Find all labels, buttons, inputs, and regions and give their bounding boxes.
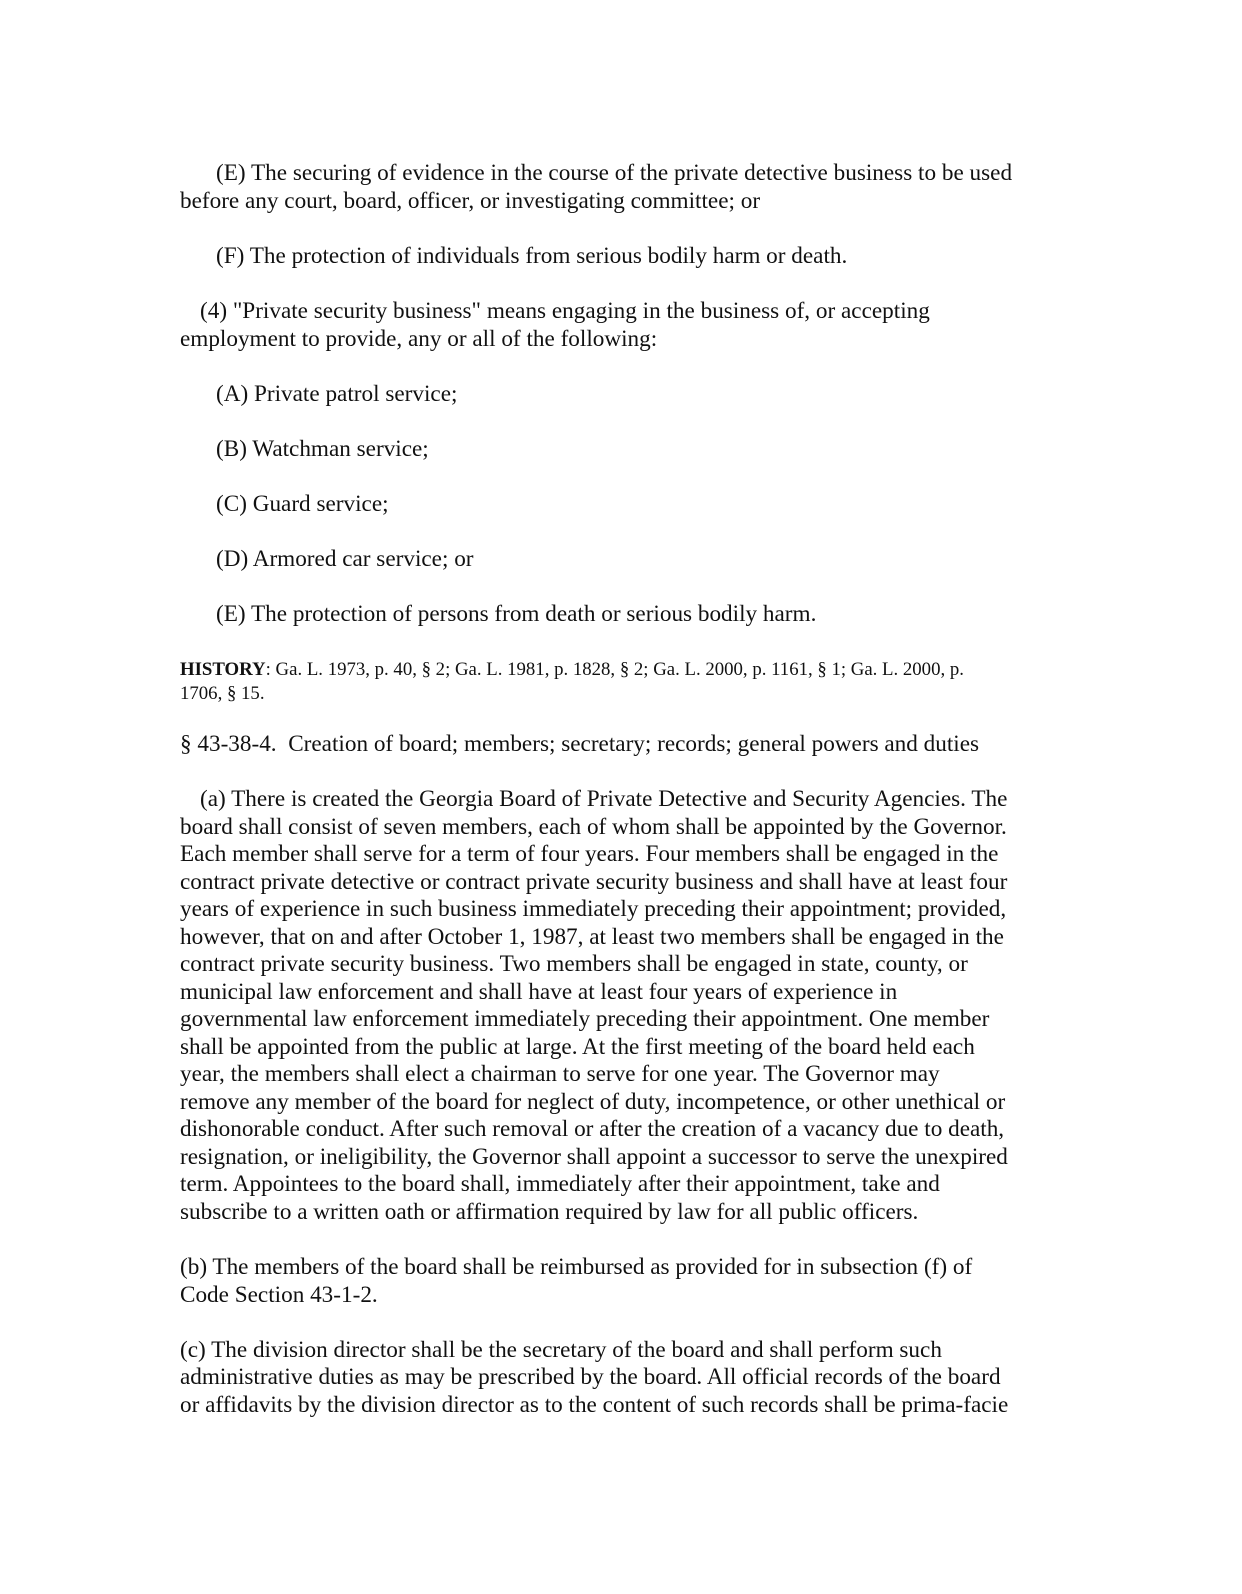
history-line: [180, 658, 964, 682]
history-label: HISTORY: [180, 659, 266, 680]
text-line: however, that on and after October 1, 1987, at least two members shall be engaged in the: [180, 924, 1004, 950]
text-line: (a) There is created the Georgia Board of Private Detective and Security Agencies. The: [200, 786, 1008, 812]
text-line: Each member shall serve for a term of four years. Four members shall be engaged in the: [180, 841, 999, 867]
text-line: board shall consist of seven members, each of whom shall be appointed by the Governor.: [180, 814, 1007, 840]
text-line: dishonorable conduct. After such removal or after the creation of a vacancy due to death,: [180, 1116, 1005, 1142]
list-item: (E) The protection of persons from death or serious bodily harm.: [216, 601, 817, 627]
text-line: (b) The members of the board shall be reimbursed as provided for in subsection (f) of: [180, 1254, 973, 1280]
text-line: governmental law enforcement immediately preceding their appointment. One member: [180, 1006, 990, 1032]
text-line: resignation, or ineligibility, the Governor shall appoint a successor to serve the unexpired: [180, 1144, 1008, 1170]
history-line: 1706, § 15.: [180, 683, 265, 704]
list-item: (A) Private patrol service;: [216, 381, 458, 407]
list-item: (C) Guard service;: [216, 491, 389, 517]
text-line: subscribe to a written oath or affirmation required by law for all public officers.: [180, 1199, 919, 1225]
text-line: shall be appointed from the public at large. At the first meeting of the board held each: [180, 1034, 975, 1060]
paragraph-f-protection: (F) The protection of individuals from serious bodily harm or death.: [216, 243, 848, 269]
text-line: or affidavits by the division director as to the content of such records shall be prima-facie: [180, 1392, 1009, 1418]
text-line: years of experience in such business immediately preceding their appointment; provided,: [180, 896, 1007, 922]
text-line: (4) "Private security business" means engaging in the business of, or accepting: [200, 298, 930, 324]
list-item: (B) Watchman service;: [216, 436, 429, 462]
text-line: employment to provide, any or all of the following:: [180, 326, 658, 352]
text-line: (c) The division director shall be the secretary of the board and shall perform such: [180, 1337, 942, 1363]
text-line: contract private security business. Two members shall be engaged in state, county, or: [180, 951, 968, 977]
text-line: administrative duties as may be prescribed by the board. All official records of the board: [180, 1364, 1001, 1390]
text-line: Code Section 43-1-2.: [180, 1282, 378, 1308]
list-item: (D) Armored car service; or: [216, 546, 474, 572]
text-line: municipal law enforcement and shall have at least four years of experience in: [180, 979, 898, 1005]
text-line: before any court, board, officer, or investigating committee; or: [180, 188, 761, 214]
text-line: remove any member of the board for neglect of duty, incompetence, or other unethical or: [180, 1089, 1006, 1115]
text-line: term. Appointees to the board shall, immediately after their appointment, take and: [180, 1171, 940, 1197]
section-heading: § 43-38-4. Creation of board; members; secretary; records; general powers and duties: [180, 731, 980, 757]
text-line: (E) The securing of evidence in the course of the private detective business to be used: [216, 160, 1013, 186]
history-citations: : Ga. L. 1973, p. 40, § 2; Ga. L. 1981, p. 1828, § 2; Ga. L. 2000, p. 1161, § 1; Ga. L. 2000, p.: [265, 659, 964, 680]
text-line: contract private detective or contract private security business and shall have at least four: [180, 869, 1008, 895]
text-line: year, the members shall elect a chairman to serve for one year. The Governor may: [180, 1061, 940, 1087]
